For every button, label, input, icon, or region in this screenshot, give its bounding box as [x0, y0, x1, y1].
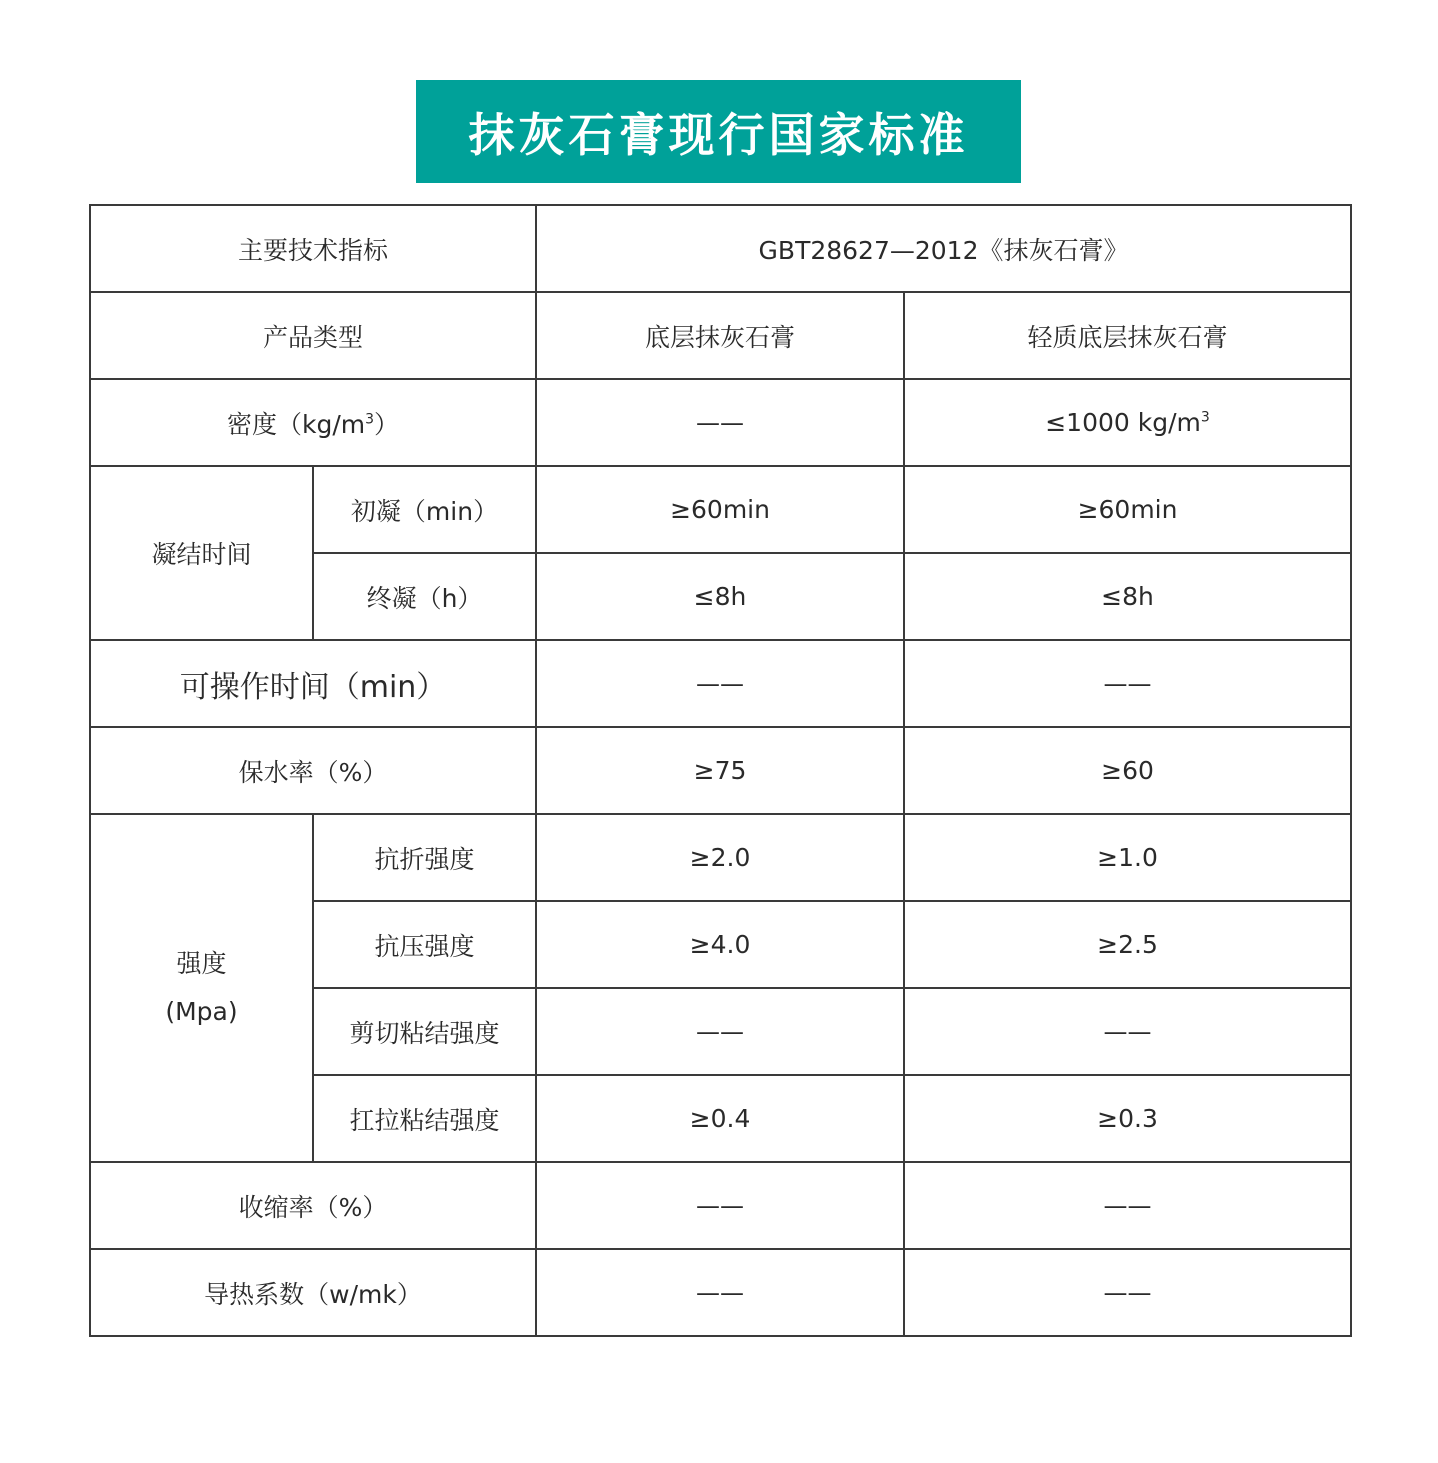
shear-bond-label: 剪切粘结强度	[313, 988, 536, 1075]
shear-bond-col2	[904, 988, 1351, 1075]
shear-bond-col1	[536, 988, 904, 1075]
density-col2-value: ≤1000 kg/m	[1045, 408, 1201, 437]
density-col1	[536, 379, 904, 466]
strength-unit: (Mpa)	[165, 997, 238, 1026]
tensile-bond-label: 扛拉粘结强度	[313, 1075, 536, 1162]
compressive-col1: ≥4.0	[536, 901, 904, 988]
shrinkage-col1-value: ——	[696, 1192, 745, 1220]
thermal-conductivity-col1-value: ——	[696, 1279, 745, 1307]
product-type-label: 产品类型	[90, 292, 536, 379]
flexural-col1: ≥2.0	[536, 814, 904, 901]
density-col2	[904, 379, 1351, 466]
tensile-bond-col1: ≥0.4	[536, 1075, 904, 1162]
table-row	[90, 727, 1351, 814]
working-time-col2	[904, 640, 1351, 727]
thermal-conductivity-label: 导热系数（w/mk）	[90, 1249, 536, 1336]
table-row	[90, 205, 1351, 292]
shrinkage-label: 收缩率（%）	[90, 1162, 536, 1249]
flexural-col2: ≥1.0	[904, 814, 1351, 901]
indicator-header: 主要技术指标	[90, 205, 536, 292]
working-time-col1-value: ——	[696, 670, 745, 698]
density-col2-sup: 3	[1200, 409, 1210, 426]
standard-header: GBT28627—2012《抹灰石膏》	[536, 205, 1351, 292]
page-title: 抹灰石膏现行国家标准	[468, 107, 969, 162]
thermal-conductivity-col2-value: ——	[1103, 1279, 1152, 1307]
shrinkage-col1	[536, 1162, 904, 1249]
table-row	[90, 1249, 1351, 1336]
tensile-bond-col2: ≥0.3	[904, 1075, 1351, 1162]
working-time-col1	[536, 640, 904, 727]
density-label-text: 密度（kg/m	[226, 409, 366, 439]
strength-label	[90, 814, 313, 1162]
compressive-label: 抗压强度	[313, 901, 536, 988]
table-row	[90, 292, 1351, 379]
table-row	[90, 814, 1351, 901]
product-type-col2: 轻质底层抹灰石膏	[904, 292, 1351, 379]
setting-time-label: 凝结时间	[90, 466, 313, 640]
strength-label-text: 强度	[176, 949, 227, 978]
density-label-end: ）	[374, 409, 400, 439]
final-setting-label: 终凝（h）	[313, 553, 536, 640]
shrinkage-col2	[904, 1162, 1351, 1249]
final-setting-col2: ≤8h	[904, 553, 1351, 640]
final-setting-col1: ≤8h	[536, 553, 904, 640]
working-time-label: 可操作时间（min）	[90, 640, 536, 727]
density-label	[90, 379, 536, 466]
thermal-conductivity-col2	[904, 1249, 1351, 1336]
initial-setting-label: 初凝（min）	[313, 466, 536, 553]
shrinkage-col2-value: ——	[1103, 1192, 1152, 1220]
working-time-col2-value: ——	[1103, 670, 1152, 698]
water-retention-col2: ≥60	[904, 727, 1351, 814]
product-type-col1: 底层抹灰石膏	[536, 292, 904, 379]
table-row	[90, 466, 1351, 553]
flexural-label: 抗折强度	[313, 814, 536, 901]
table-row	[90, 379, 1351, 466]
shear-bond-col2-value: ——	[1103, 1018, 1152, 1046]
density-label-sup: 3	[365, 411, 375, 428]
title-banner	[416, 80, 1021, 183]
table-row	[90, 1162, 1351, 1249]
thermal-conductivity-col1	[536, 1249, 904, 1336]
initial-setting-col1: ≥60min	[536, 466, 904, 553]
standard-table	[89, 204, 1352, 1337]
compressive-col2: ≥2.5	[904, 901, 1351, 988]
water-retention-col1: ≥75	[536, 727, 904, 814]
water-retention-label: 保水率（%）	[90, 727, 536, 814]
table-row	[90, 640, 1351, 727]
density-col1-value: ——	[696, 409, 745, 437]
initial-setting-col2: ≥60min	[904, 466, 1351, 553]
shear-bond-col1-value: ——	[696, 1018, 745, 1046]
